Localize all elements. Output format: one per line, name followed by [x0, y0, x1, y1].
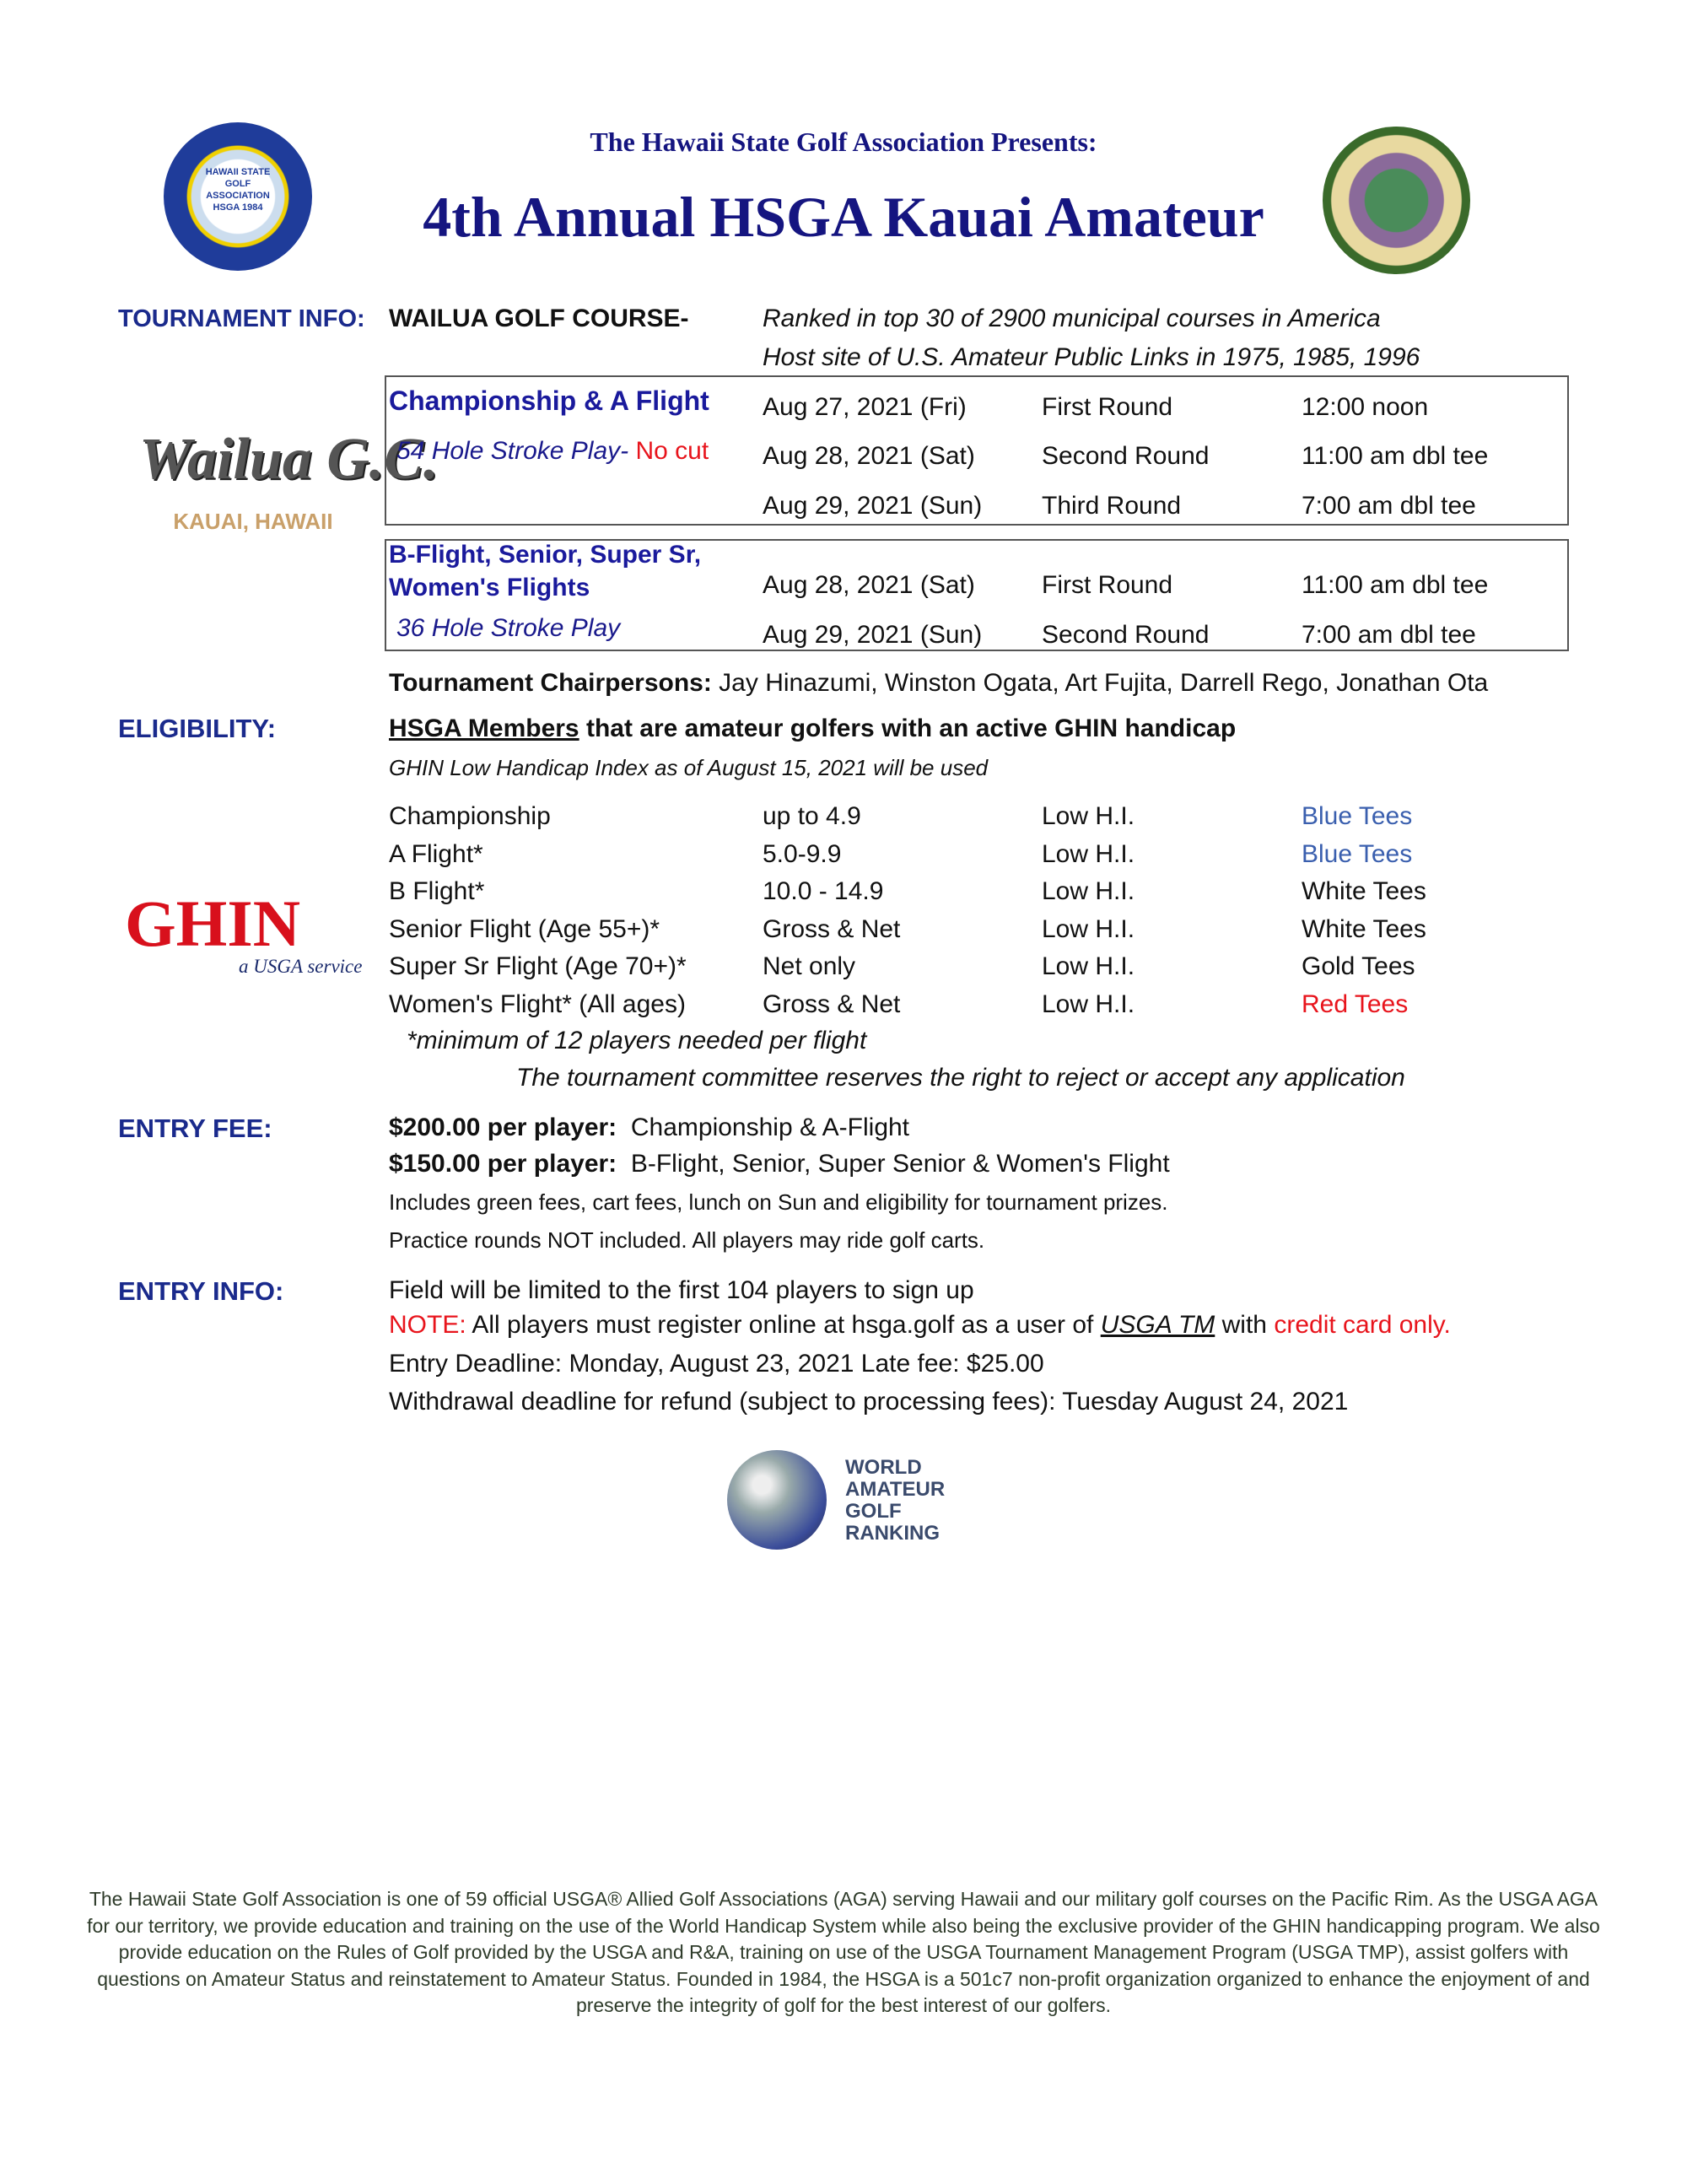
- round-time: 11:00 am dbl tee: [1302, 442, 1489, 470]
- committee-note: The tournament committee reserves the right to reject or accept any application: [516, 1064, 1405, 1092]
- hsga-logo-text: HAWAII STATE GOLF ASSOCIATION HSGA 1984: [205, 167, 271, 213]
- chair-names: Jay Hinazumi, Winston Ogata, Art Fujita, Darrell Rego, Jonathan Ota: [719, 669, 1489, 697]
- no-cut: No cut: [635, 437, 709, 465]
- page-title: 4th Annual HSGA Kauai Amateur: [423, 185, 1264, 249]
- round-date: Aug 28, 2021 (Sat): [763, 571, 975, 599]
- flight-tees: Blue Tees: [1302, 839, 1413, 868]
- flight-index: Low H.I.: [1042, 839, 1135, 868]
- ghin-note: GHIN Low Handicap Index as of August 15, 2021 will be used: [389, 755, 989, 780]
- round-name: First Round: [1042, 393, 1173, 421]
- fee-line-2: [389, 1149, 1170, 1179]
- flight-name: Women's Flight* (All ages): [389, 990, 686, 1018]
- flight-handicap: Gross & Net: [763, 990, 901, 1018]
- flight-name: Senior Flight (Age 55+)*: [389, 914, 660, 943]
- round-date: Aug 29, 2021 (Sun): [763, 492, 983, 520]
- flight-name: Super Sr Flight (Age 70+)*: [389, 952, 687, 981]
- flight-tees: Red Tees: [1302, 990, 1409, 1018]
- box1-format: [396, 436, 709, 466]
- round-name: Third Round: [1042, 492, 1182, 520]
- fee-line-3: Includes green fees, cart fees, lunch on Sun and eligibility for tournament prizes.: [389, 1189, 1168, 1215]
- flight-handicap: 5.0-9.9: [763, 839, 842, 868]
- wailua-gc-logo: Wailua G.C. KAUAI, HAWAII: [139, 427, 439, 534]
- round-date: Aug 28, 2021 (Sat): [763, 442, 975, 470]
- kauai-county-seal: [1323, 127, 1470, 274]
- usga-tm-link[interactable]: USGA TM: [1100, 1311, 1215, 1339]
- wagr-logo: [722, 1445, 958, 1553]
- flight-index: Low H.I.: [1042, 877, 1135, 906]
- entry-fee-label: ENTRY FEE:: [118, 1114, 272, 1143]
- entry-line-1: Field will be limited to the first 104 players to sign up: [389, 1276, 974, 1304]
- flight-name: B Flight*: [389, 877, 485, 906]
- flight-handicap: Net only: [763, 952, 856, 981]
- fee-desc-2: B-Flight, Senior, Super Senior & Women's Flight: [630, 1150, 1170, 1178]
- round-time: 7:00 am dbl tee: [1302, 492, 1476, 520]
- eligibility-line: [389, 714, 1236, 744]
- credit-card-only: credit card only.: [1274, 1311, 1451, 1339]
- flight-index: Low H.I.: [1042, 914, 1135, 943]
- flight-handicap: Gross & Net: [763, 914, 901, 943]
- round-time: 12:00 noon: [1302, 393, 1429, 421]
- flight-name: A Flight*: [389, 839, 483, 868]
- wagr-amateur: AMATEUR: [845, 1478, 946, 1501]
- flight-index: Low H.I.: [1042, 802, 1135, 830]
- flight-handicap: up to 4.9: [763, 802, 861, 830]
- chair-label: Tournament Chairpersons:: [389, 669, 712, 697]
- round-name: Second Round: [1042, 621, 1210, 649]
- hsga-members-link[interactable]: HSGA Members: [389, 715, 579, 742]
- fee-line-1: [389, 1113, 909, 1143]
- withdrawal-deadline: Withdrawal deadline for refund (subject to processing fees): Tuesday August 24, 2021: [389, 1388, 1349, 1416]
- entry-line-2: [389, 1310, 1451, 1340]
- register-text: All players must register online at hsga.golf as a user of: [466, 1311, 1101, 1339]
- round-name: First Round: [1042, 571, 1173, 599]
- flight-name: Championship: [389, 802, 551, 830]
- tournament-info-label: TOURNAMENT INFO:: [118, 305, 365, 332]
- box2-format: 36 Hole Stroke Play: [396, 614, 621, 642]
- flight-tees: White Tees: [1302, 877, 1426, 906]
- entry-info-label: ENTRY INFO:: [118, 1276, 284, 1306]
- entry-deadline: Entry Deadline: Monday, August 23, 2021 Late fee: $25.00: [389, 1350, 1044, 1378]
- box2-title-1: B-Flight, Senior, Super Sr,: [389, 541, 702, 569]
- minimum-note: *minimum of 12 players needed per flight: [407, 1027, 867, 1054]
- fee-amount-2: $150.00 per player:: [389, 1150, 617, 1178]
- flight-handicap: 10.0 - 14.9: [763, 877, 884, 906]
- course-name: WAILUA GOLF COURSE-: [389, 305, 689, 332]
- flight-index: Low H.I.: [1042, 990, 1135, 1018]
- flight-tees: Blue Tees: [1302, 802, 1413, 830]
- wagr-world: WORLD: [845, 1456, 922, 1479]
- round-name: Second Round: [1042, 442, 1210, 470]
- fee-desc-1: Championship & A-Flight: [630, 1114, 910, 1141]
- golf-ball-icon: [727, 1450, 827, 1550]
- round-date: Aug 27, 2021 (Fri): [763, 393, 967, 421]
- eligibility-label: ELIGIBILITY:: [118, 714, 277, 743]
- ghin-logo-sub: a USGA service: [239, 956, 363, 977]
- course-note-1: Ranked in top 30 of 2900 municipal courses in America: [763, 305, 1381, 332]
- flight-tees: Gold Tees: [1302, 952, 1415, 981]
- presents-line: The Hawaii State Golf Association Presents:: [590, 127, 1097, 157]
- round-time: 11:00 am dbl tee: [1302, 571, 1489, 599]
- fee-line-4: Practice rounds NOT included. All players may ride golf carts.: [389, 1227, 985, 1253]
- ghin-logo-text: GHIN: [125, 887, 301, 960]
- flight-tees: White Tees: [1302, 914, 1426, 943]
- box1-title: Championship & A Flight: [389, 386, 709, 416]
- wagr-ranking: RANKING: [845, 1522, 940, 1545]
- with-text: with: [1215, 1311, 1275, 1339]
- course-note-2: Host site of U.S. Amateur Public Links in 1975, 1985, 1996: [763, 343, 1420, 371]
- note-label: NOTE:: [389, 1311, 466, 1339]
- flight-index: Low H.I.: [1042, 952, 1135, 981]
- fee-amount-1: $200.00 per player:: [389, 1114, 617, 1141]
- wagr-golf: GOLF: [845, 1500, 902, 1523]
- format-text: 54 Hole Stroke Play-: [396, 437, 629, 465]
- box2-title-2: Women's Flights: [389, 574, 590, 601]
- ghin-logo: [125, 887, 363, 978]
- round-date: Aug 29, 2021 (Sun): [763, 621, 983, 649]
- chairpersons: [389, 668, 1488, 698]
- eligibility-text: that are amateur golfers with an active GHIN handicap: [579, 715, 1237, 742]
- footer-about: The Hawaii State Golf Association is one of 59 official USGA® Allied Golf Associations (AGA) serving Hawaii and our military golf courses on the Pacific Rim. As the USGA AGA for our territory, we provide education and training on the use of the World Handicap System while also being the exclusive provider of the GHIN handicapping program. We also provide education on the Rules of Golf provided by the USGA and R&A, training on use of the USGA Tournament Management Program (USGA TMP), assist golfers with questions on Amateur Status and reinstatement to Amateur Status. Founded in 1984, the HSGA is a 501c7 non-profit organization organized to enhance the enjoyment of and preserve the integrity of golf for the best interest of our golfers.: [87, 1888, 1600, 2016]
- round-time: 7:00 am dbl tee: [1302, 621, 1476, 649]
